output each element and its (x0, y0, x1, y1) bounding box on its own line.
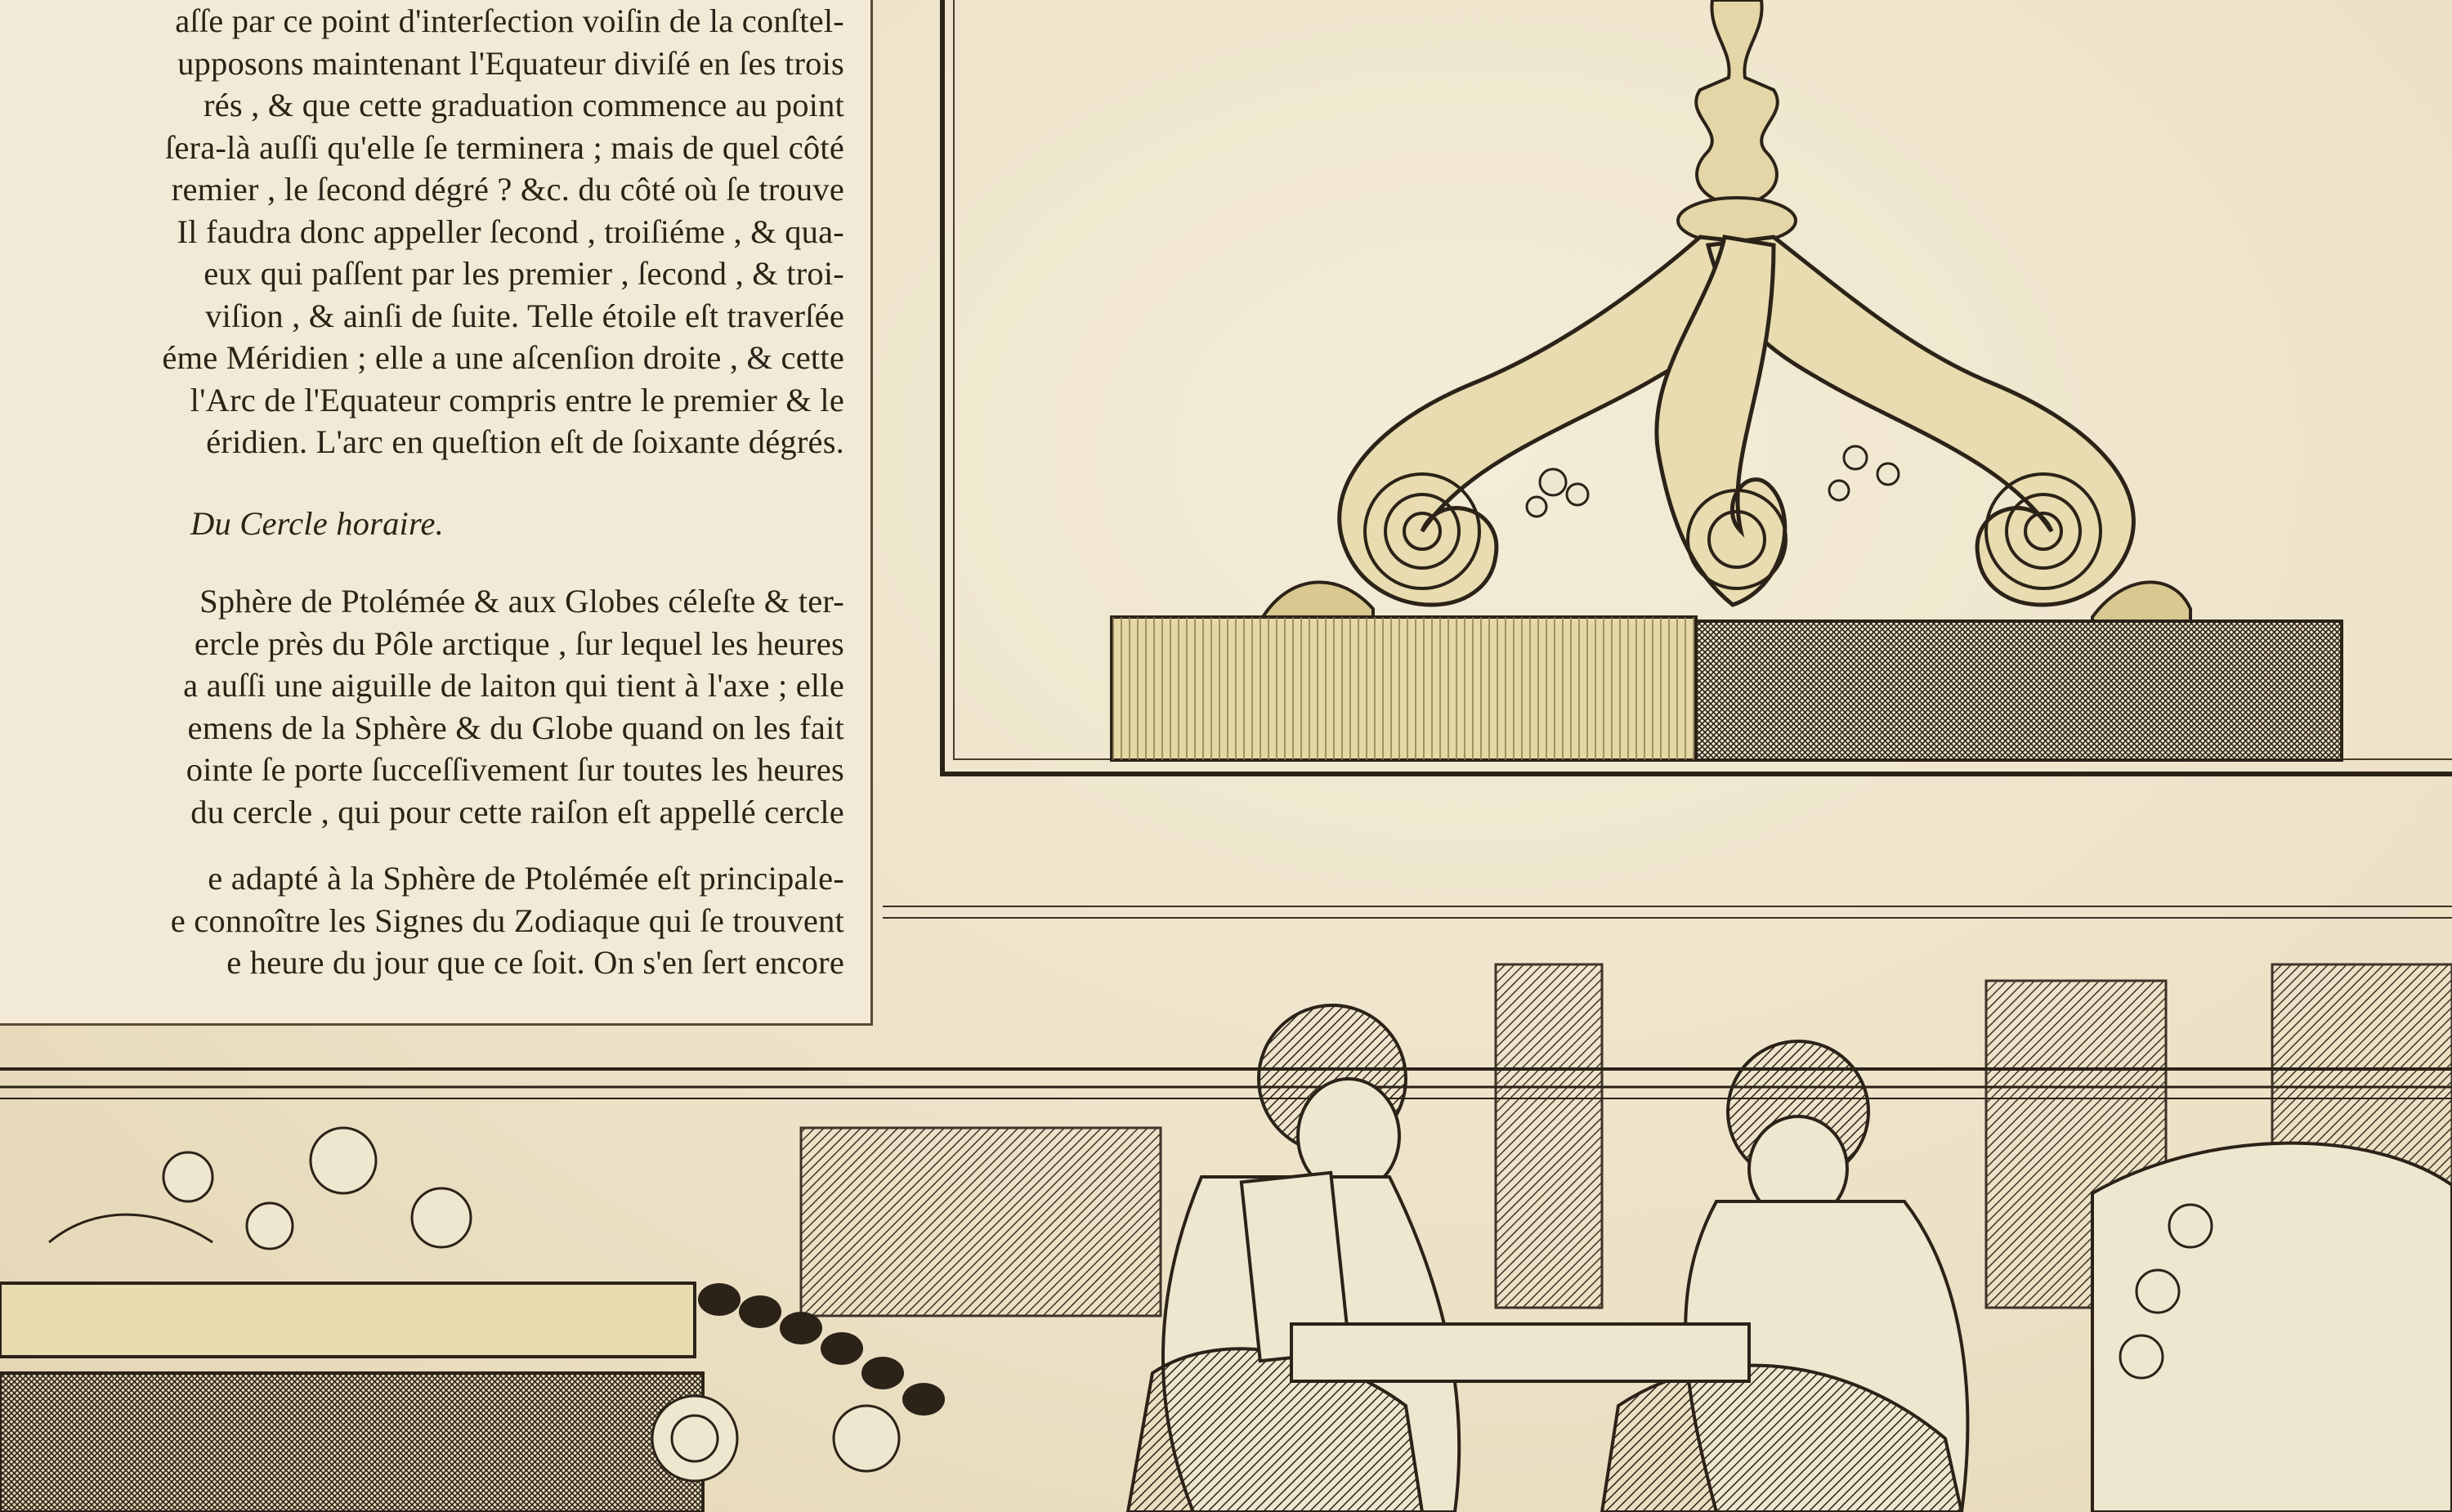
text-line: a auſſi une aiguille de laiton qui tient à l'axe ; elle (183, 667, 844, 704)
text-line: ſera-là auſſi qu'elle ſe terminera ; mais de quel côté (164, 128, 844, 166)
text-line: e heure du jour que ce ſoit. On s'en ſert encore (226, 944, 844, 981)
section-heading: Du Cercle horaire. (190, 504, 444, 542)
flowers-icon (49, 1128, 471, 1249)
text-line: Sphère de Ptolémée & aux Globes céleſte & ter- (199, 583, 844, 620)
putto-right-icon (1602, 1041, 1967, 1512)
text-line: ercle près du Pôle arctique , ſur lequel les heures (194, 624, 844, 662)
text-line: remier , le ſecond dégré ? &c. du côté où ſe trouve (171, 171, 844, 208)
text-line: éridien. L'arc en queſtion eſt de ſoixante dégrés. (206, 423, 844, 460)
text-line: rés , & que cette graduation commence au point (203, 87, 844, 123)
putto-left-icon (1128, 1005, 1459, 1512)
text-line: éme Méridien ; elle a une aſcenſion droite , & cette (162, 339, 844, 376)
text-line: aſſe par ce point d'interſection voiſin de la conſtel- (175, 2, 844, 39)
text-line: viſion , & ainſi de ſuite. Telle étoile eſt traverſée (205, 297, 844, 334)
text-line: upposons maintenant l'Equateur diviſé en ſes trois (177, 44, 844, 82)
text-line: l'Arc de l'Equateur compris entre le premier & le (190, 381, 844, 418)
text-line: du cercle , qui pour cette raiſon eſt appellé cercle (190, 793, 844, 830)
text-line: ointe ſe porte ſucceſſivement ſur toutes les heures (186, 751, 844, 788)
text-line: e adapté à la Sphère de Ptolémée eſt principale- (208, 860, 844, 897)
text-line: emens de la Sphère & du Globe quand on les fait (187, 709, 844, 746)
text-line: e connoître les Signes du Zodiaque qui ſe trouvent (170, 901, 844, 939)
text-line: Il faudra donc appeller ſecond , troiſiéme , & qua- (177, 212, 844, 250)
text-line: eux qui paſſent par les premier , ſecond , & troi- (204, 255, 844, 292)
